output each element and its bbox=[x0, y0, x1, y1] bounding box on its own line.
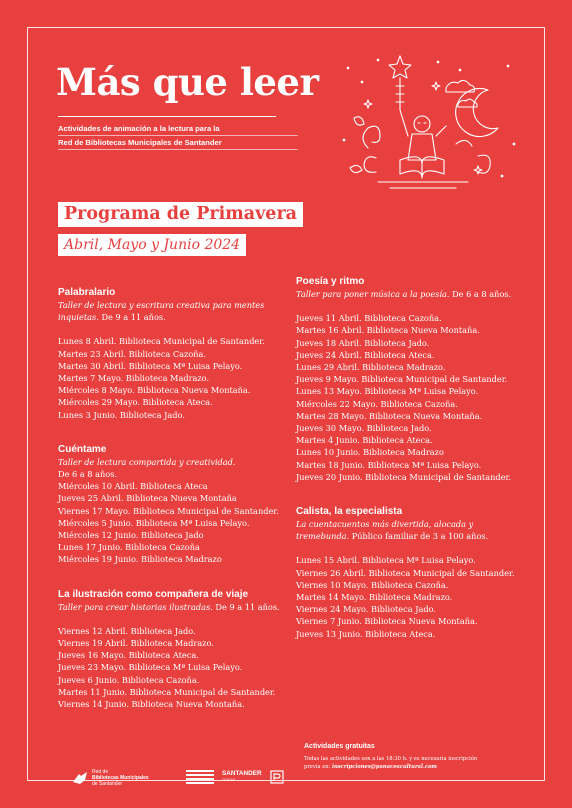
registration-email-link[interactable]: inscripciones@panaceacultural.com bbox=[332, 764, 437, 770]
list-item: Viernes 10 Mayo. Biblioteca Cazoña. bbox=[296, 579, 449, 590]
list-item: Lunes 10 Junio. Biblioteca Madrazo bbox=[296, 447, 444, 458]
section-title: Cuéntame bbox=[58, 443, 107, 455]
list-item: Viernes 17 Mayo. Biblioteca Municipal de Santander. bbox=[58, 505, 279, 516]
free-activities-line-2: previa en: bbox=[304, 764, 333, 770]
list-item: Miércoles 29 Mayo. Biblioteca Ateca. bbox=[58, 397, 213, 408]
institution-logos bbox=[186, 770, 284, 784]
session-list bbox=[58, 480, 283, 565]
section-title: Poesía y ritmo bbox=[296, 276, 365, 287]
section-title: La ilustración como compañera de viaje bbox=[58, 588, 249, 600]
section-title: Palabralario bbox=[58, 287, 116, 298]
free-activities-title: Actividades gratuitas bbox=[304, 743, 375, 750]
list-item: Martes 30 Abril. Biblioteca Mª Luisa Pelayo. bbox=[58, 360, 243, 371]
bibliotecas-logo bbox=[72, 766, 149, 790]
left-column bbox=[58, 286, 283, 724]
list-item: Lunes 8 Abril. Biblioteca Municipal de Santander. bbox=[58, 336, 265, 347]
page-subtitle bbox=[58, 122, 298, 150]
santander-logo-icon bbox=[222, 771, 262, 783]
list-item: Viernes 19 Abril. Biblioteca Madrazo. bbox=[58, 638, 214, 649]
section-description-age: De 6 a 8 años. bbox=[449, 289, 512, 299]
list-item: Lunes 3 Junio. Biblioteca Jado. bbox=[58, 409, 185, 420]
section-description-age: De 9 a 11 años. bbox=[212, 601, 280, 612]
section-description bbox=[58, 601, 283, 613]
list-item: Martes 16 Abril. Biblioteca Nueva Montaña. bbox=[296, 325, 480, 336]
list-item: Lunes 29 Abril. Biblioteca Madrazo. bbox=[296, 362, 446, 373]
logo-red-line-3: de Santander bbox=[92, 781, 123, 787]
section-description-italic: Taller de lectura y escritura creativa para mentes inquietas. bbox=[58, 300, 265, 323]
list-item: Jueves 24 Abril. Biblioteca Ateca. bbox=[296, 349, 435, 360]
list-item: Jueves 30 Mayo. Biblioteca Jado. bbox=[296, 423, 432, 434]
list-item: Lunes 13 Mayo. Biblioteca Mª Luisa Pelayo. bbox=[296, 386, 479, 397]
santander-logo-text: SANTANDER bbox=[222, 770, 262, 777]
list-item: Jueves 18 Abril. Biblioteca Jado. bbox=[296, 337, 430, 348]
section-description-italic: Taller para crear historias ilustradas. bbox=[58, 601, 213, 612]
section-title: Calista, la especialista bbox=[296, 506, 403, 518]
subtitle-line-2: Red de Bibliotecas Municipales de Santander bbox=[58, 136, 298, 150]
list-item: Jueves 9 Mayo. Biblioteca Municipal de Santander. bbox=[296, 374, 508, 385]
section-description-italic: La cuentacuentos más divertida, alocada y tremebunda. bbox=[296, 519, 474, 542]
list-item: Jueves 20 Junio. Biblioteca Municipal de Santander. bbox=[296, 471, 512, 482]
list-item: Lunes 15 Abril. Biblioteca Mª Luisa Pelayo. bbox=[296, 555, 476, 566]
ayuntamiento-logo-icon bbox=[186, 770, 214, 784]
page-title: Más que leer bbox=[56, 60, 319, 104]
list-item: Martes 7 Mayo. Biblioteca Madrazo. bbox=[58, 373, 210, 384]
section-cuentame bbox=[58, 443, 283, 566]
program-dates: Abril, Mayo y Junio 2024 bbox=[58, 234, 246, 256]
list-item: Miércoles 5 Junio. Biblioteca Mª Luisa Pelayo. bbox=[58, 517, 250, 528]
section-description-italic: Taller para poner música a la poesía. bbox=[296, 289, 450, 299]
session-list bbox=[296, 554, 526, 639]
list-item: Miércoles 8 Mayo. Biblioteca Nueva Montaña. bbox=[58, 385, 251, 396]
section-description bbox=[296, 288, 526, 300]
list-item: Martes 23 Abril. Biblioteca Cazoña. bbox=[58, 348, 207, 359]
section-calista bbox=[296, 505, 526, 640]
section-palabralario bbox=[58, 286, 283, 421]
list-item: Martes 11 Junio. Biblioteca Municipal de Santander. bbox=[58, 686, 276, 697]
list-item: Viernes 26 Abril. Biblioteca Municipal de Santander. bbox=[296, 567, 515, 578]
section-ilustracion bbox=[58, 588, 283, 711]
santander-logo-sub: CIUDAD bbox=[222, 778, 236, 782]
program-title: Programa de Primavera bbox=[58, 202, 303, 227]
section-poesia bbox=[296, 275, 526, 483]
logo-red-line-1: Red de bbox=[92, 769, 109, 775]
footer-logos bbox=[58, 766, 518, 796]
logo-red-line-2: Bibliotecas Municipales bbox=[92, 775, 149, 781]
list-item: Martes 4 Junio. Biblioteca Ateca. bbox=[296, 435, 433, 446]
title-divider bbox=[58, 116, 276, 117]
list-item: Viernes 7 Junio. Biblioteca Nueva Montaña. bbox=[296, 616, 478, 627]
section-description-italic: Taller de lectura compartida y creatividad. bbox=[58, 456, 236, 467]
section-description-age: De 9 a 11 años. bbox=[98, 312, 166, 323]
bibliotecas-logo-icon bbox=[72, 770, 88, 786]
list-item: Jueves 25 Abril. Biblioteca Nueva Montaña bbox=[58, 493, 237, 504]
list-item: Miércoles 19 Junio. Biblioteca Madrazo bbox=[58, 554, 222, 565]
section-description bbox=[296, 518, 526, 542]
list-item: Jueves 11 Abril. Biblioteca Cazoña. bbox=[296, 313, 442, 324]
list-item: Viernes 12 Abril. Biblioteca Jado. bbox=[58, 625, 196, 636]
list-item: Lunes 17 Junio. Biblioteca Cazoña bbox=[58, 542, 200, 553]
list-item: Jueves 23 Mayo. Biblioteca Mª Luisa Pelayo. bbox=[58, 662, 243, 673]
list-item: Miércoles 10 Abril. Biblioteca Ateca bbox=[58, 481, 208, 492]
list-item: Miércoles 22 Mayo. Biblioteca Cazoña. bbox=[296, 398, 458, 409]
free-activities-line-1: Todas las actividades son a las 18:30 h. y es necesaria inscripción bbox=[304, 756, 478, 762]
section-description-age: De 6 a 8 años. bbox=[58, 469, 118, 480]
list-item: Jueves 16 Mayo. Biblioteca Ateca. bbox=[58, 650, 199, 661]
list-item: Jueves 13 Junio. Biblioteca Ateca. bbox=[296, 628, 436, 639]
section-description-age: Público familiar de 3 a 100 años. bbox=[349, 531, 489, 542]
session-list bbox=[58, 335, 283, 420]
list-item: Viernes 14 Junio. Biblioteca Nueva Montaña. bbox=[58, 699, 245, 710]
list-item: Miércoles 12 Junio. Biblioteca Jado bbox=[58, 530, 204, 541]
list-item: Martes 14 Mayo. Biblioteca Madrazo. bbox=[296, 592, 453, 603]
list-item: Martes 28 Mayo. Biblioteca Nueva Montaña. bbox=[296, 410, 483, 421]
session-list bbox=[296, 312, 526, 483]
reader-illustration-icon bbox=[338, 48, 518, 198]
list-item: Jueves 6 Junio. Biblioteca Cazoña. bbox=[58, 674, 200, 685]
panacea-logo-icon bbox=[270, 770, 284, 784]
list-item: Viernes 24 Mayo. Biblioteca Jado. bbox=[296, 604, 437, 615]
subtitle-line-1: Actividades de animación a la lectura para la bbox=[58, 122, 298, 136]
right-column bbox=[296, 275, 526, 654]
section-description bbox=[58, 456, 283, 480]
section-description bbox=[58, 299, 283, 323]
session-list bbox=[58, 625, 283, 710]
list-item: Martes 18 Junio. Biblioteca Mª Luisa Pelayo. bbox=[296, 459, 482, 470]
